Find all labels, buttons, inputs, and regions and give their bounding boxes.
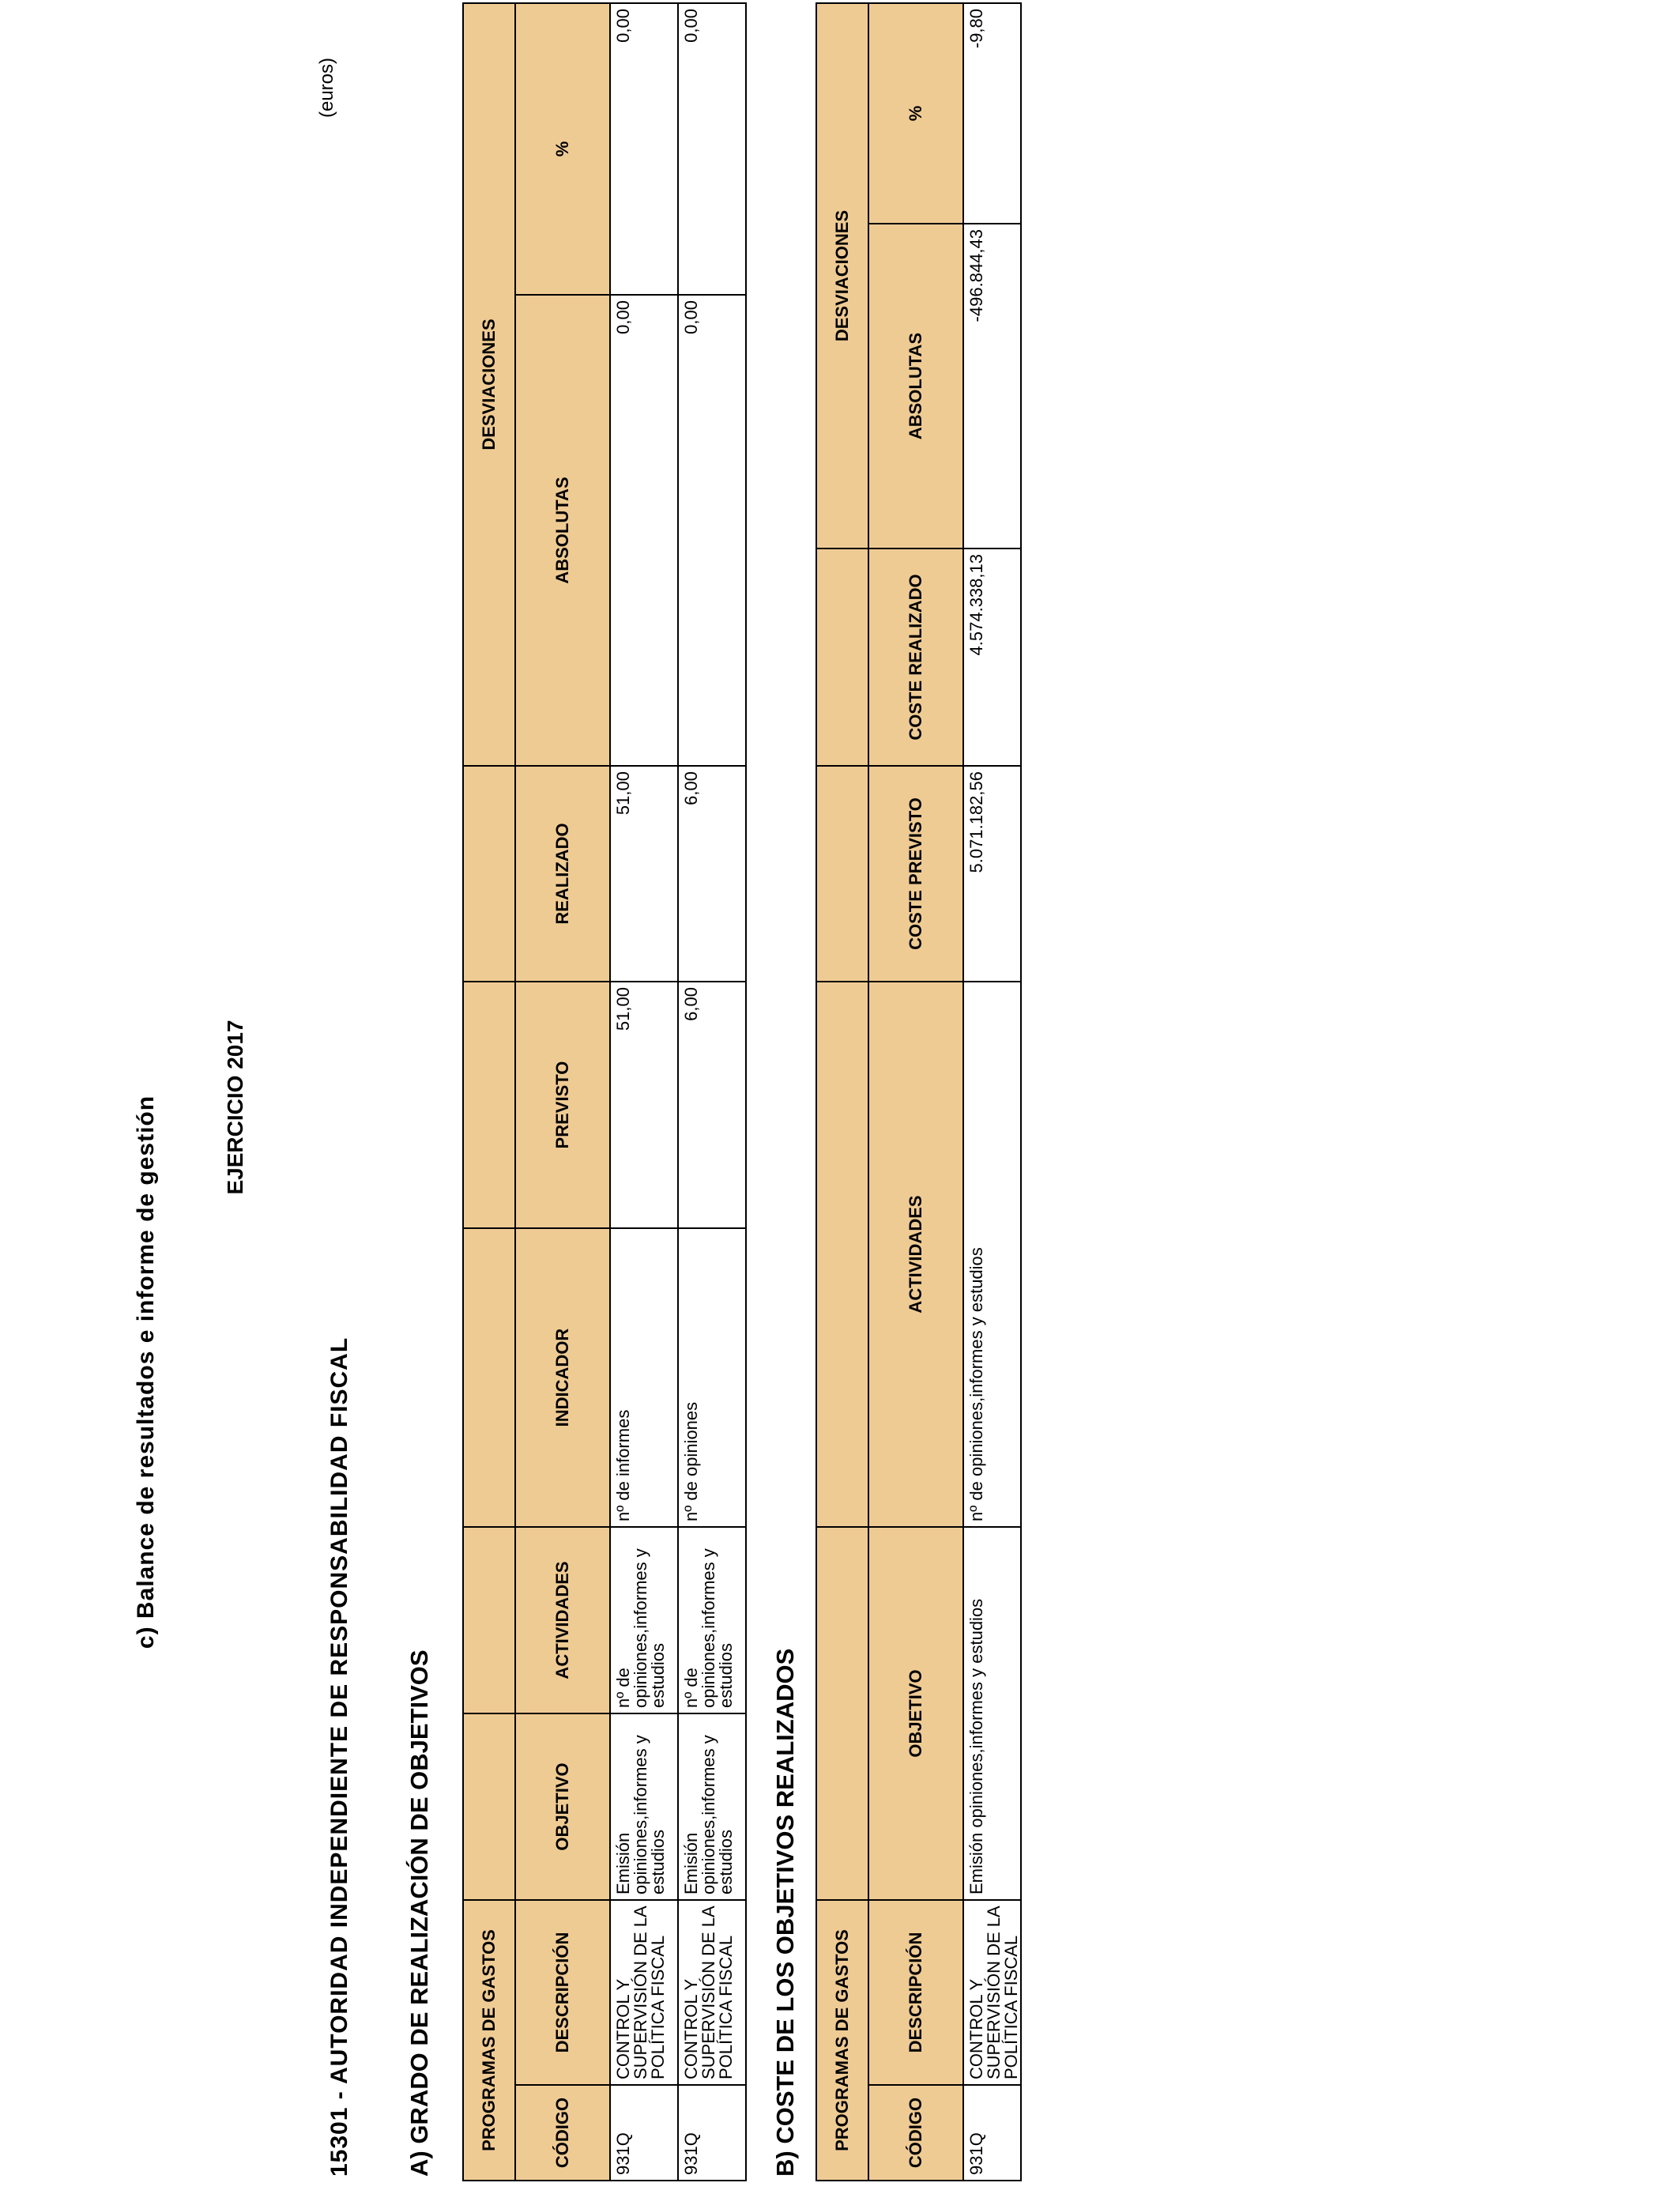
col-indicador-header: INDICADOR — [515, 1228, 610, 1527]
blank-header — [816, 548, 868, 766]
col-coste-realizado-header: COSTE REALIZADO — [868, 548, 963, 766]
table-row — [963, 3, 1021, 2181]
cell-pct: 0,00 — [610, 3, 678, 295]
cell-codigo: 931Q — [963, 2085, 1021, 2181]
col-previsto-header: PREVISTO — [515, 982, 610, 1228]
blank-header — [816, 766, 868, 982]
group-programas-header: PROGRAMAS DE GASTOS — [816, 1900, 868, 2181]
blank-header — [463, 766, 515, 982]
col-codigo-header: CÓDIGO — [515, 2085, 610, 2181]
cell-objetivo: Emisión opiniones,informes y estudios — [963, 1527, 1021, 1900]
cell-actividades: nº de opiniones,informes y estudios — [963, 982, 1021, 1527]
table-coste-objetivos — [816, 2, 1022, 2181]
col-descripcion-header: DESCRIPCIÓN — [515, 1900, 610, 2085]
cell-codigo: 931Q — [678, 2085, 746, 2181]
cell-objetivo: Emisión opiniones,informes y estudios — [678, 1713, 746, 1900]
cell-indicador: nº de informes — [610, 1228, 678, 1527]
cell-pct: -9,80 — [963, 3, 1021, 224]
blank-header — [816, 1527, 868, 1900]
cell-realizado: 6,00 — [678, 766, 746, 982]
cell-indicador: nº de opiniones — [678, 1228, 746, 1527]
table-row — [678, 3, 746, 2181]
cell-realizado: 51,00 — [610, 766, 678, 982]
group-desviaciones-header: DESVIACIONES — [463, 3, 515, 766]
cell-descripcion: CONTROL Y SUPERVISIÓN DE LA POLÍTICA FISCAL — [963, 1900, 1021, 2085]
col-actividades-header: ACTIVIDADES — [868, 982, 963, 1527]
blank-header — [463, 982, 515, 1228]
cell-previsto: 6,00 — [678, 982, 746, 1228]
cell-pct: 0,00 — [678, 3, 746, 295]
blank-header — [463, 1713, 515, 1900]
col-coste-previsto-header: COSTE PREVISTO — [868, 766, 963, 982]
entity-title: 15301 - AUTORIDAD INDEPENDIENTE DE RESPONSABILIDAD FISCAL — [326, 1336, 352, 2177]
ejercicio-label: EJERCICIO 2017 — [223, 1020, 247, 1195]
cell-absolutas: 0,00 — [678, 295, 746, 766]
group-desviaciones-header: DESVIACIONES — [816, 3, 868, 548]
col-realizado-header: REALIZADO — [515, 766, 610, 982]
cell-actividades: nº de opiniones,informes y estudios — [610, 1527, 678, 1713]
section-a-title: A) GRADO DE REALIZACIÓN DE OBJETIVOS — [405, 1649, 433, 2177]
cell-codigo: 931Q — [610, 2085, 678, 2181]
cell-descripcion: CONTROL Y SUPERVISIÓN DE LA POLÍTICA FISCAL — [610, 1900, 678, 2085]
col-absolutas-header: ABSOLUTAS — [868, 224, 963, 548]
blank-header — [816, 982, 868, 1527]
col-pct-header: % — [515, 3, 610, 295]
cell-absolutas: 0,00 — [610, 295, 678, 766]
table-grado-realizacion — [462, 2, 747, 2181]
col-codigo-header: CÓDIGO — [868, 2085, 963, 2181]
cell-actividades: nº de opiniones,informes y estudios — [678, 1527, 746, 1713]
units-label: (euros) — [316, 57, 337, 118]
cell-absolutas: -496.844,43 — [963, 224, 1021, 548]
page-title: c) Balance de resultados e informe de gestión — [133, 1095, 159, 1649]
group-programas-header: PROGRAMAS DE GASTOS — [463, 1900, 515, 2181]
col-pct-header: % — [868, 3, 963, 224]
section-b-title: B) COSTE DE LOS OBJETIVOS REALIZADOS — [771, 1648, 799, 2177]
cell-previsto: 51,00 — [610, 982, 678, 1228]
col-absolutas-header: ABSOLUTAS — [515, 295, 610, 766]
cell-coste-previsto: 5.071.182,56 — [963, 766, 1021, 982]
cell-coste-realizado: 4.574.338,13 — [963, 548, 1021, 766]
blank-header — [463, 1228, 515, 1527]
blank-header — [463, 1527, 515, 1713]
col-descripcion-header: DESCRIPCIÓN — [868, 1900, 963, 2085]
cell-objetivo: Emisión opiniones,informes y estudios — [610, 1713, 678, 1900]
col-actividades-header: ACTIVIDADES — [515, 1527, 610, 1713]
cell-descripcion: CONTROL Y SUPERVISIÓN DE LA POLÍTICA FISCAL — [678, 1900, 746, 2085]
col-objetivo-header: OBJETIVO — [515, 1713, 610, 1900]
col-objetivo-header: OBJETIVO — [868, 1527, 963, 1900]
table-row — [610, 3, 678, 2181]
